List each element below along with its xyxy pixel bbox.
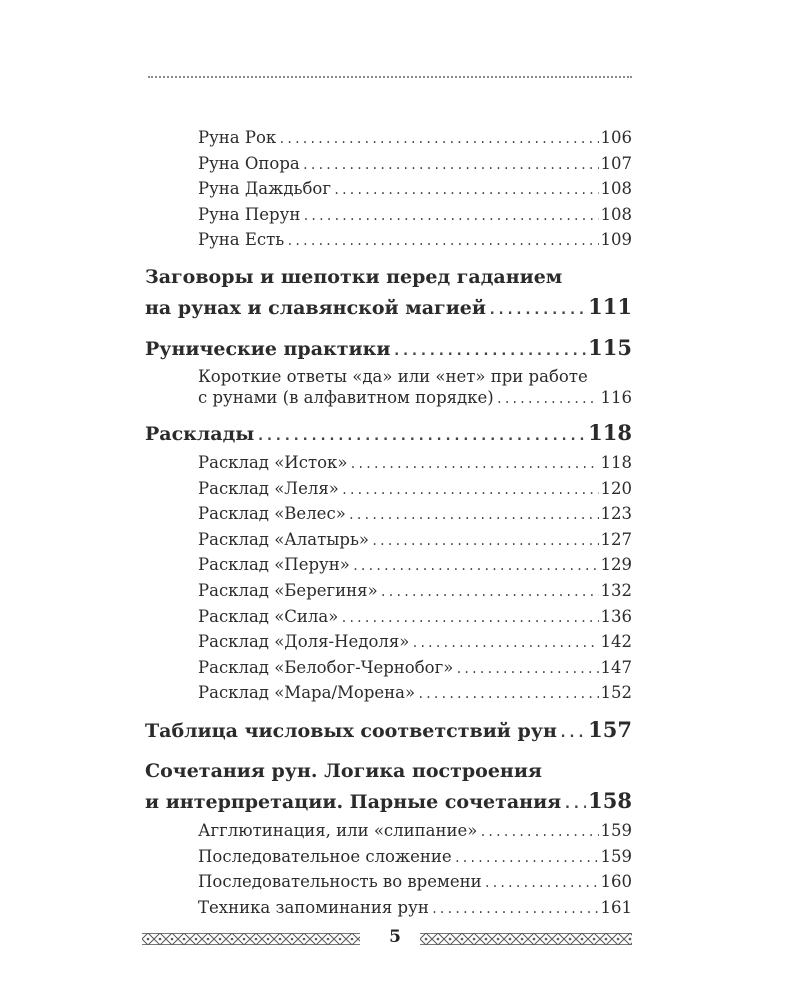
toc-entry[interactable] xyxy=(198,579,632,605)
section-page: 157 xyxy=(588,716,632,742)
leader-dots xyxy=(256,421,586,451)
toc-entry-label: Расклад «Доля-Недоля» xyxy=(198,632,410,652)
leader-dots xyxy=(278,127,598,152)
leader-dots xyxy=(340,606,598,631)
toc-entry-label: Техника запоминания рун xyxy=(198,897,429,917)
leader-dots xyxy=(563,789,586,819)
toc-entry-label: Руна Даждьбог xyxy=(198,179,331,199)
entry-line2: с рунами (в алфавитном порядке) xyxy=(198,387,494,407)
toc-entry-page: 161 xyxy=(600,897,632,917)
section-page: 111 xyxy=(588,293,632,319)
section-title-line1: Заговоры и шепотки перед гаданием xyxy=(145,265,563,288)
section-page: 118 xyxy=(588,419,632,445)
toc-entry-label: Агглютинация, или «слипание» xyxy=(198,820,478,840)
toc-entry[interactable] xyxy=(198,553,632,579)
toc-entry-page: 142 xyxy=(600,632,632,652)
leader-dots xyxy=(348,503,599,528)
leader-dots xyxy=(371,529,598,554)
leader-dots xyxy=(341,478,599,503)
leader-dots xyxy=(559,718,586,748)
section-page: 115 xyxy=(588,334,632,360)
toc-entry[interactable] xyxy=(198,630,632,656)
toc-entry[interactable] xyxy=(198,845,632,871)
toc-entry-label: Расклад «Перун» xyxy=(198,555,350,575)
toc-entry-yes-no[interactable] xyxy=(198,366,632,410)
toc-entry-label: Руна Опора xyxy=(198,153,300,173)
leader-dots xyxy=(302,153,599,178)
leader-dots xyxy=(349,452,598,477)
toc-entry-label: Расклад «Леля» xyxy=(198,478,339,498)
toc-entry[interactable] xyxy=(198,451,632,477)
toc-entry-page: 118 xyxy=(600,452,632,472)
leader-dots xyxy=(380,580,599,605)
toc-entry-page: 147 xyxy=(600,657,632,677)
top-dotted-rule xyxy=(148,76,632,78)
toc-entry-page: 107 xyxy=(600,153,632,173)
toc-section-number-table[interactable] xyxy=(145,715,632,748)
page-footer xyxy=(0,925,800,955)
leader-dots xyxy=(488,295,586,325)
toc-entry-label: Последовательное сложение xyxy=(198,846,452,866)
section-title-line2: и интерпретации. Парные сочетания xyxy=(145,790,562,813)
toc-entry[interactable] xyxy=(198,819,632,845)
toc-entry-page: 106 xyxy=(600,128,632,147)
toc-section-practices[interactable] xyxy=(145,333,632,366)
toc-entry-page: 136 xyxy=(600,606,632,626)
page-number: 5 xyxy=(389,927,401,947)
leader-dots xyxy=(392,336,586,366)
toc-entry[interactable] xyxy=(198,681,632,707)
leader-dots xyxy=(411,631,598,656)
toc-entry-label: Расклад «Белобог-Чернобог» xyxy=(198,657,454,677)
leader-dots xyxy=(352,554,599,579)
toc-entry[interactable] xyxy=(198,228,632,254)
leader-dots xyxy=(454,846,599,871)
toc-entry-label: Руна Перун xyxy=(198,204,301,224)
section-title-line1: Сочетания рун. Логика построения xyxy=(145,759,542,782)
combination-entries xyxy=(198,819,632,921)
toc-entry[interactable] xyxy=(198,528,632,554)
entry-page: 116 xyxy=(600,387,632,407)
toc-entry-label: Расклад «Велес» xyxy=(198,504,346,524)
leader-dots xyxy=(455,657,598,682)
toc-entry-page: 127 xyxy=(600,529,632,549)
section-title: Таблица числовых соответствий рун xyxy=(145,719,557,742)
toc-entry[interactable] xyxy=(198,152,632,178)
toc-entry-label: Последовательность во времени xyxy=(198,872,482,892)
toc-entry-page: 108 xyxy=(600,179,632,199)
toc-entry-label: Расклад «Исток» xyxy=(198,452,348,472)
toc-entry[interactable] xyxy=(198,896,632,922)
table-of-contents xyxy=(145,126,632,921)
leader-dots xyxy=(431,897,599,922)
toc-entry-page: 129 xyxy=(600,555,632,575)
toc-entry-label: Расклад «Мара/Морена» xyxy=(198,683,416,703)
section-title: Расклады xyxy=(145,422,255,445)
leader-dots xyxy=(484,871,599,896)
right-ornament-border xyxy=(420,933,632,945)
toc-entry-label: Руна Рок xyxy=(198,128,277,147)
toc-entry-label: Расклад «Алатырь» xyxy=(198,529,370,549)
toc-entry-page: 159 xyxy=(600,846,632,866)
toc-entry[interactable] xyxy=(198,656,632,682)
leader-dots xyxy=(479,820,598,845)
section-title: Рунические практики xyxy=(145,337,391,360)
entry-line1: Короткие ответы «да» или «нет» при работе xyxy=(198,366,588,386)
toc-entry[interactable] xyxy=(198,502,632,528)
toc-section-layouts[interactable] xyxy=(145,418,632,451)
toc-entry-page: 109 xyxy=(600,230,632,250)
leader-dots xyxy=(417,682,598,707)
leader-dots xyxy=(286,229,598,254)
toc-entry-page: 120 xyxy=(600,478,632,498)
leader-dots xyxy=(333,178,599,203)
toc-entry-page: 108 xyxy=(600,204,632,224)
toc-entry-page: 159 xyxy=(600,820,632,840)
toc-entry-page: 152 xyxy=(600,683,632,703)
toc-entry-page: 132 xyxy=(600,580,632,600)
toc-entry-label: Расклад «Берегиня» xyxy=(198,580,378,600)
toc-entry[interactable] xyxy=(198,126,632,152)
leader-dots xyxy=(496,389,599,410)
toc-entry[interactable] xyxy=(198,870,632,896)
toc-section-spells[interactable] xyxy=(145,262,632,325)
toc-entry[interactable] xyxy=(198,605,632,631)
toc-entry[interactable] xyxy=(198,203,632,229)
toc-entry-label: Руна Есть xyxy=(198,230,285,250)
toc-entry[interactable] xyxy=(198,477,632,503)
toc-entry-page: 123 xyxy=(600,504,632,524)
toc-section-combinations[interactable] xyxy=(145,756,632,819)
toc-entry-label: Расклад «Сила» xyxy=(198,606,339,626)
section-page: 158 xyxy=(588,787,632,813)
toc-entry-page: 160 xyxy=(600,872,632,892)
toc-entry[interactable] xyxy=(198,177,632,203)
left-ornament-border xyxy=(142,933,360,945)
leader-dots xyxy=(302,204,598,229)
layout-entries xyxy=(198,451,632,707)
section-title-line2: на рунах и славянской магией xyxy=(145,296,486,319)
rune-entries xyxy=(198,126,632,254)
